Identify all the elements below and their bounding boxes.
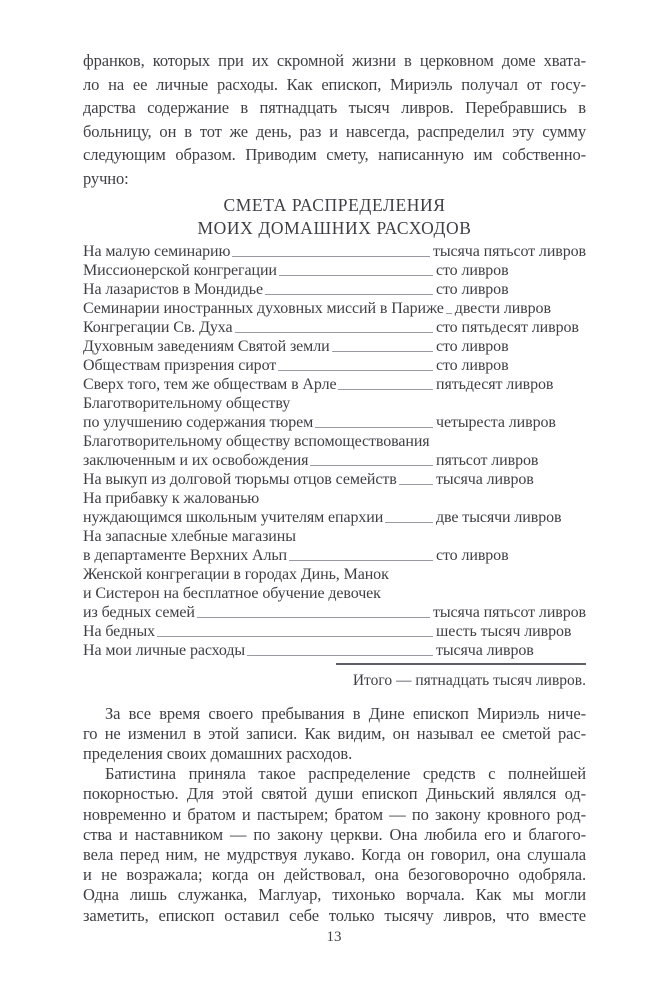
estimate-item-row [83, 261, 586, 280]
estimate-item-amount: сто пятьдесят ливров [436, 319, 579, 336]
estimate-item-label: На бедных [83, 623, 156, 640]
body-paragraph-2-line: новременно и братом и пастырем; братом — по закону кровного род- [83, 804, 586, 824]
body-text [83, 704, 586, 926]
estimate-item-label: Миссионерской конгрегации [83, 262, 277, 279]
body-paragraph-2 [83, 764, 586, 926]
estimate-item-row [83, 356, 586, 375]
estimate-item-label: На малую семинарию [83, 243, 231, 260]
leader-line [338, 389, 433, 390]
estimate-item-row [83, 565, 586, 584]
estimate-item-row [83, 318, 586, 337]
leader-line [278, 370, 433, 371]
estimate-item-row [83, 584, 586, 603]
leader-line [279, 275, 433, 276]
estimate-item-label: На прибавку к жалованью [83, 490, 260, 507]
estimate-item-amount: сто ливров [436, 547, 509, 564]
estimate-item-row [83, 489, 586, 508]
estimate-item-amount: пятьсот ливров [436, 452, 539, 469]
body-paragraph-2-line: покорностью. Для этой святой души епископ Диньский являлся од- [83, 784, 586, 804]
estimate-item-amount: две тысячи ливров [436, 509, 562, 526]
body-paragraph-2-line: ства и наставником — по закону церкви. Она любила его и благого- [83, 824, 586, 844]
estimate-item-amount: четыреста ливров [436, 414, 556, 431]
estimate-item-amount: тысяча пятьсот ливров [432, 604, 586, 621]
estimate-item-row [83, 546, 586, 565]
estimate-item-label: Конгрегации Св. Духа [83, 319, 233, 336]
estimate-item-amount: сто ливров [436, 281, 509, 298]
leader-line [385, 522, 433, 523]
estimate-item-amount: двести ливров [454, 300, 551, 317]
intro-paragraph-line: ло на ее личные расходы. Как епископ, Мириэль получал от госу- [83, 74, 586, 94]
estimate-item-row [83, 337, 586, 356]
estimate-item-label: Благотворительному обществу [83, 395, 291, 412]
estimate-item-row [83, 413, 586, 432]
estimate-title [83, 194, 586, 240]
estimate-item-label: и Систерон на бесплатное обучение девочек [83, 585, 381, 602]
estimate-item-amount: тысяча ливров [436, 471, 534, 488]
estimate-item-row [83, 527, 586, 546]
intro-paragraph-line: франков, которых при их скромной жизни в церковном доме хвата- [83, 51, 586, 70]
estimate-list [83, 242, 586, 660]
estimate-item-row [83, 622, 586, 641]
leader-line [235, 332, 434, 333]
estimate-item-label: На запасные хлебные магазины [83, 528, 296, 545]
leader-line [197, 617, 430, 618]
estimate-title-line-1: СМЕТА РАСПРЕДЕЛЕНИЯ [223, 195, 446, 215]
estimate-item-label: Женской конгрегации в городах Динь, Манок [83, 566, 389, 583]
estimate-item-label: нуждающимся школьным учителям епархии [83, 509, 384, 526]
page-number: 13 [326, 929, 342, 945]
leader-line [289, 560, 433, 561]
estimate-item-label: Благотворительному обществу вспомоществования [83, 433, 430, 450]
estimate-total: Итого — пятнадцать тысяч ливров. [352, 671, 586, 689]
body-paragraph-1 [83, 704, 586, 765]
body-paragraph-2-line: заметить, епископ оставил себе только тысячу ливров, что вместе [83, 905, 586, 925]
estimate-item-amount: шесть тысяч ливров [436, 623, 572, 640]
estimate-item-label: из бедных семей [83, 604, 195, 621]
leader-line [332, 351, 433, 352]
body-paragraph-2-line: и не возражала; когда он действовал, она безоговорочно одобряла. [83, 865, 586, 885]
body-paragraph-2-line: Одна лишь служанка, Маглуар, тихонько ворчала. Как мы могли [83, 885, 586, 905]
intro-paragraph-line: следующим образом. Приводим смету, написанную им собственно- [83, 145, 586, 164]
estimate-item-amount: сто ливров [436, 357, 509, 374]
body-paragraph-1-line: За все время своего пребывания в Дине епископ Мириэль ниче- [105, 703, 586, 723]
body-paragraph-2-line: вела перед ним, не мудрствуя лукаво. Когда он говорил, она слушала [83, 844, 586, 864]
body-paragraph-1-line: пределения своих домашних расходов. [83, 743, 353, 763]
estimate-item-label: Обществам призрения сирот [83, 357, 277, 374]
body-paragraph-2-line: Батистина приняла такое распределение средств с полнейшей [105, 764, 586, 784]
estimate-item-label: На выкуп из долговой тюрьмы отцов семейств [83, 471, 397, 488]
estimate-item-label: по улучшению содержания тюрем [83, 414, 314, 431]
leader-line [446, 313, 452, 314]
estimate-item-row [83, 299, 586, 318]
estimate-item-row [83, 470, 586, 489]
leader-line [157, 636, 433, 637]
estimate-item-label: заключенным и их освобождения [83, 452, 309, 469]
intro-paragraph-line: больницу, он в тот же день, раз и навсегда, распределил эту сумму [83, 121, 586, 141]
estimate-total-block [336, 663, 586, 690]
total-rule [336, 663, 586, 665]
leader-line [310, 465, 433, 466]
estimate-item-row [83, 508, 586, 527]
leader-line [232, 256, 430, 257]
estimate-item-amount: тысяча пятьсот ливров [432, 243, 586, 260]
estimate-item-label: На мои личные расходы [83, 642, 246, 659]
estimate-item-row [83, 394, 586, 413]
estimate-item-label: Сверх того, тем же обществам в Арле [83, 376, 337, 393]
estimate-item-row [83, 280, 586, 299]
estimate-item-row [83, 375, 586, 394]
intro-paragraph [83, 49, 586, 190]
leader-line [399, 484, 433, 485]
estimate-title-line-2: МОИХ ДОМАШНИХ РАСХОДОВ [197, 218, 472, 238]
estimate-item-row [83, 641, 586, 660]
intro-paragraph-line: ручно: [83, 168, 129, 188]
intro-paragraph-line: дарства содержание в пятнадцать тысяч ливров. Перебравшись в [83, 98, 586, 117]
estimate-item-label: На лазаристов в Мондидье [83, 281, 263, 298]
leader-line [315, 427, 433, 428]
estimate-item-label: Семинарии иностранных духовных миссий в Париже [83, 300, 444, 317]
estimate-item-amount: сто ливров [436, 262, 509, 279]
estimate-item-row [83, 242, 586, 261]
estimate-item-amount: сто ливров [436, 338, 509, 355]
estimate-item-amount: пятьдесят ливров [436, 376, 554, 393]
estimate-item-row [83, 432, 586, 451]
estimate-item-amount: тысяча ливров [436, 642, 534, 659]
leader-line [265, 294, 433, 295]
estimate-item-row [83, 603, 586, 622]
estimate-item-label: Духовным заведениям Святой земли [83, 338, 330, 355]
estimate-item-row [83, 451, 586, 470]
leader-line [247, 655, 433, 656]
estimate-item-label: в департаменте Верхних Альп [83, 547, 288, 564]
body-paragraph-1-line: го не изменил в этой записи. Как видим, он называл ее сметой рас- [83, 723, 586, 743]
